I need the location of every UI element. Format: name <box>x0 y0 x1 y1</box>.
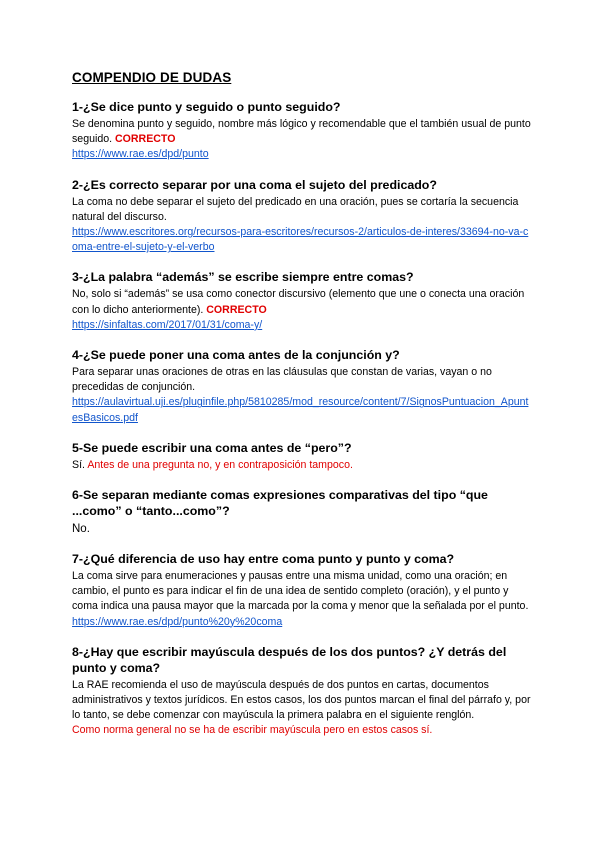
question-title: 8-¿Hay que escribir mayúscula después de los dos puntos? ¿Y detrás del punto y coma? <box>72 644 507 675</box>
question-7 <box>72 551 532 630</box>
answer-text: No, solo si “además” se usa como conector discursivo (elemento que une o conecta una oración con lo dicho anteriormente). CORRECTO <box>72 288 525 316</box>
question-title: 5-Se puede escribir una coma antes de “pero”? <box>72 440 352 455</box>
answer-note: Antes de una pregunta no, y en contraposición tampoco. <box>87 458 353 471</box>
question-title: 6-Se separan mediante comas expresiones comparativas del tipo “que ...como” o “tanto...como”? <box>72 488 488 519</box>
document-page <box>72 70 532 753</box>
question-title: 1-¿Se dice punto y seguido o punto seguido? <box>72 100 341 114</box>
question-title: 3-¿La palabra “además” se escribe siempre entre comas? <box>72 270 414 285</box>
answer-text: La RAE recomienda el uso de mayúscula después de dos puntos en cartas, documentos administrativos y textos jurídicos. En estos casos, los dos puntos marcan el final del párrafo y, por lo tanto, se debe comenzar con mayúscula la primera palabra en el siguiente renglón. <box>72 678 531 722</box>
question-title: 2-¿Es correcto separar por una coma el sujeto del predicado? <box>72 177 437 192</box>
question-title: 7-¿Qué diferencia de uso hay entre coma punto y punto y coma? <box>72 552 455 567</box>
question-3 <box>72 269 532 333</box>
answer-text: No. <box>72 523 90 536</box>
question-1 <box>72 99 532 163</box>
answer-text: Sí. Antes de una pregunta no, y en contraposición tampoco. <box>72 458 353 471</box>
reference-link[interactable]: https://www.rae.es/dpd/punto <box>72 148 209 161</box>
answer-text: La coma sirve para enumeraciones y pausas entre una misma unidad, como una oración; en cambio, el punto es para indicar el fin de una idea de sentido completo (oración), y el punto y coma indica una pausa mayor que la marcada por la coma y menor que la señalada por el punto. <box>72 570 529 613</box>
question-5 <box>72 440 532 473</box>
question-8 <box>72 644 532 739</box>
question-4 <box>72 347 532 426</box>
answer-text: La coma no debe separar el sujeto del predicado en una oración, pues se cortaría la secuencia natural del discurso. <box>72 195 519 223</box>
answer-text: Se denomina punto y seguido, nombre más lógico y recomendable que el también usual de punto seguido. CORRECTO <box>72 118 531 146</box>
question-title: 4-¿Se puede poner una coma antes de la conjunción y? <box>72 348 400 363</box>
reference-link[interactable]: https://www.rae.es/dpd/punto%20y%20coma <box>72 615 283 628</box>
reference-link[interactable]: https://aulavirtual.uji.es/pluginfile.php/5810285/mod_resource/content/7/SignosPuntuacion_ApuntesBasicos.pdf <box>72 396 529 424</box>
question-2 <box>72 177 532 256</box>
reference-link[interactable]: https://sinfaltas.com/2017/01/31/coma-y/ <box>72 318 263 331</box>
correct-badge: CORRECTO <box>115 133 176 146</box>
answer-note: Como norma general no se ha de escribir mayúscula pero en estos casos sí. <box>72 724 433 737</box>
document-title: COMPENDIO DE DUDAS <box>72 70 232 85</box>
correct-badge: CORRECTO <box>206 303 267 316</box>
question-6 <box>72 487 532 537</box>
reference-link[interactable]: https://www.escritores.org/recursos-para-escritores/recursos-2/articulos-de-interes/33694-no-va-coma-entre-el-sujeto-y-el-verbo <box>72 226 529 254</box>
answer-text: Para separar unas oraciones de otras en las cláusulas que constan de varias, vayan o no precedidas de conjunción. <box>72 366 492 394</box>
